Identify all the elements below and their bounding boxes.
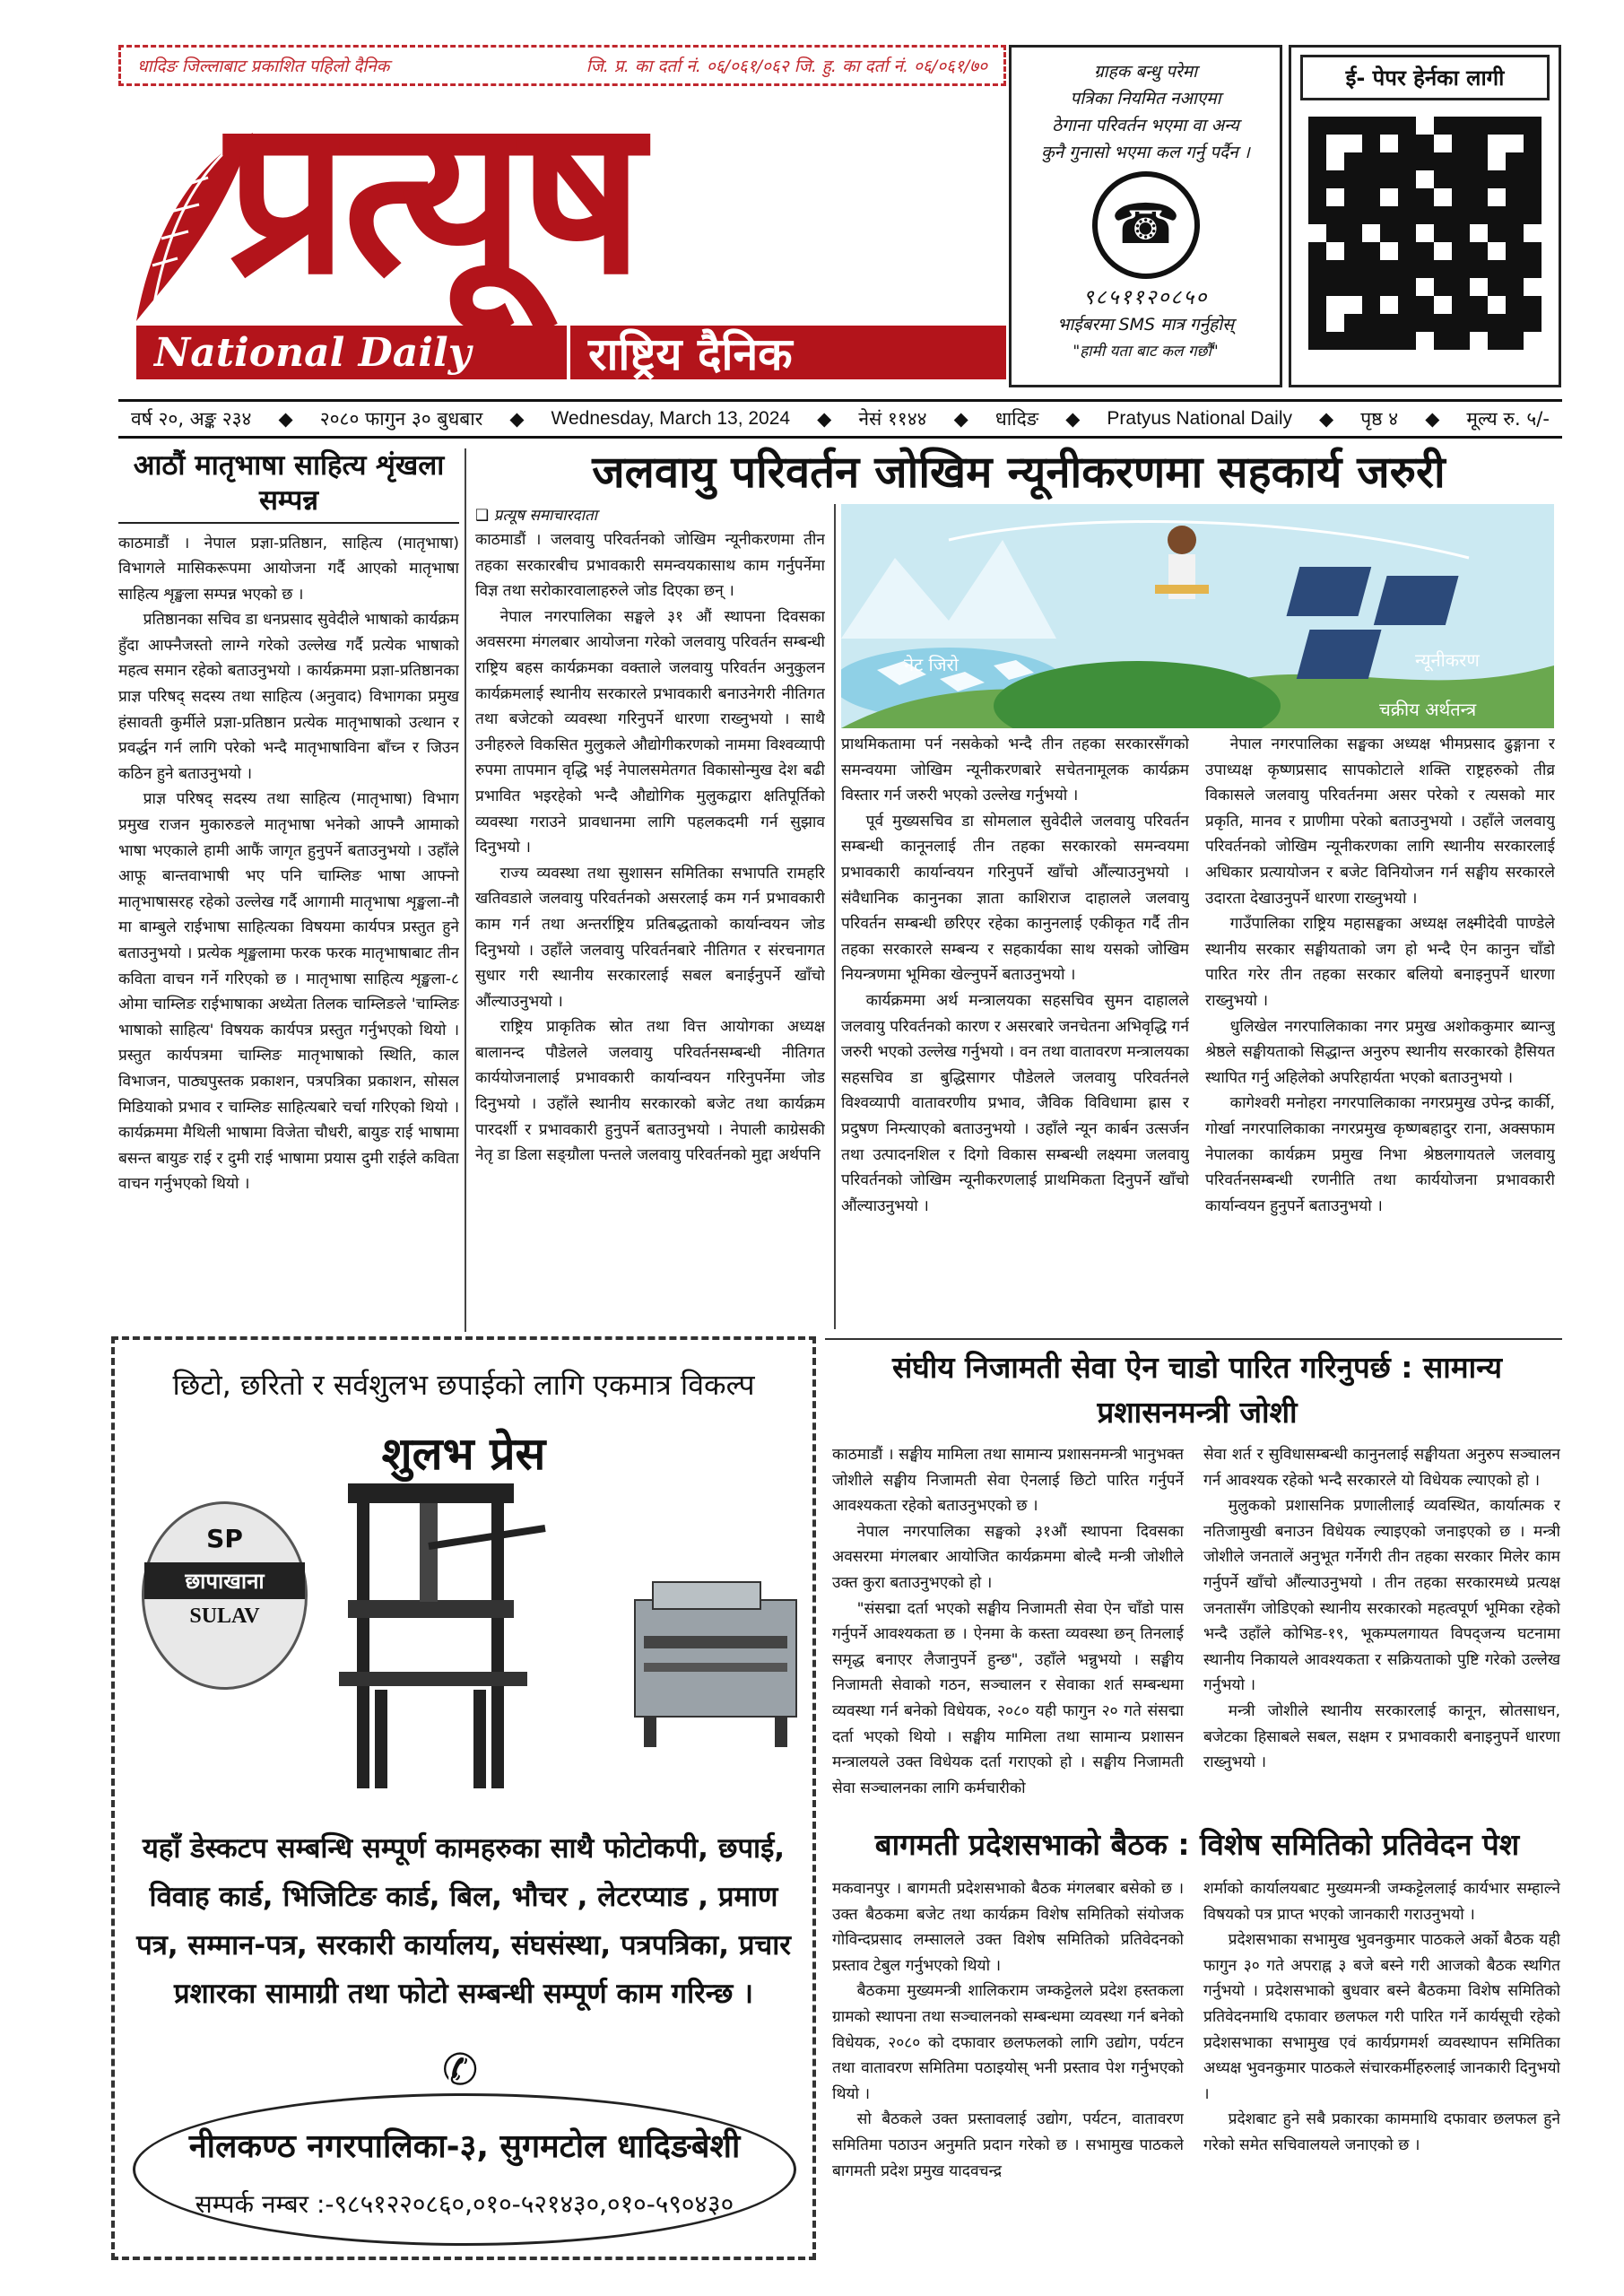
article-paragraph: काठमाडौं । सङ्घीय मामिला तथा सामान्य प्रशासनमन्त्री भानुभक्त जोशीले सङ्घीय निजामती सेवा ऐनलाई छिटो पारित गर्नुपर्ने आवश्यकता रहेको बताउनुभएको छ । (832, 1446, 1184, 1516)
qr-module (1434, 242, 1452, 260)
qr-module (1380, 296, 1398, 314)
ad-body: यहाँ डेस्कटप सम्बन्धि सम्पूर्ण कामहरुका साथै फोटोकपी, छपाई, विवाह कार्ड, भिजिटिङ कार्ड, बिल, भौचर , लेटरप्याड , प्रमाण पत्र, सम्मान-पत्र, सरकारी कार्यालय, संघसंस्था, पत्रपत्रिका, प्रचार प्रशारका सामाग्री तथा फोटो सम्बन्धी सम्पूर्ण काम गरिन्छ । (136, 1832, 791, 2010)
qr-module (1398, 170, 1416, 188)
article-title: जलवायु परिवर्तन जोखिम न्यूनीकरणमा सहकार्य जरुरी (592, 447, 1446, 498)
sulav-press-advertisement (111, 1336, 816, 2260)
article-paragraph: कार्यक्रममा अर्थ मन्त्रालयका सहसचिव सुमन दाहालले जलवायु परिवर्तनको कारण र असरबारे जनचेतना अभिवृद्धि गर्न जरुरी भएको उल्लेख गर्नुभयो । वन तथा वातावरण मन्त्रालयका सहसचिव डा बुद्धिसागर पौडेलले जलवायु परिवर्तनले विश्वव्यापी वातावरणीय प्रभाव, जैविक विविधामा ह्रास र प्रदुषण निम्त्याएको बताउनुभयो । उहाँले न्यून कार्बन उत्सर्जन तथा उत्पादनशिल र दिगो विकास सम्बन्धी लक्ष्यमा जलवायु परिवर्तनको जोखिम न्यूनीकरणलाई प्राथमिकता दिनुपर्ने खाँचो औंल्याउनुभयो । (841, 991, 1189, 1215)
qr-module (1434, 117, 1452, 135)
qr-module (1380, 206, 1398, 224)
subscriber-notice (1009, 45, 1282, 387)
qr-module (1524, 170, 1541, 188)
qr-module (1416, 260, 1434, 278)
column-divider (465, 448, 466, 1332)
article-paragraph: प्रदेशबाट हुने सबै प्रकारका काममाथि दफावार छलफल हुने गरेको समेत सचिवालयले जनाएको छ । (1203, 2110, 1560, 2154)
qr-module (1524, 278, 1541, 296)
qr-module (1308, 278, 1326, 296)
qr-module (1398, 278, 1416, 296)
qr-module (1380, 260, 1398, 278)
bullet-icon: ◆ (1065, 408, 1081, 430)
qr-module (1380, 188, 1398, 206)
qr-module (1380, 314, 1398, 332)
qr-module (1416, 224, 1434, 242)
phone-icon: ✆ (442, 2045, 479, 2095)
qr-module (1362, 135, 1380, 152)
qr-module (1326, 170, 1344, 188)
qr-module (1380, 135, 1398, 152)
qr-module (1434, 188, 1452, 206)
qr-module (1380, 152, 1398, 170)
qr-module (1470, 170, 1488, 188)
qr-module (1524, 260, 1541, 278)
article-paragraph: सो बैठकले उक्त प्रस्तावलाई उद्योग, पर्यटन, वातावरण समितिमा पठाउन अनुमति प्रदान गरेको छ । सभामुख पाठकले बागमती प्रदेश प्रमुख यादवचन्द्र (832, 2110, 1184, 2180)
article-paragraph: नेपाल नगरपालिका सङ्घले ३१ औं स्थापना दिवसका अवसरमा मंगलबार आयोजना गरेको जलवायु परिवर्तन सम्बन्धी राष्ट्रिय बहस कार्यक्रमका वक्ताले जलवायु परिवर्तन अनुकुलन कार्यक्रमलाई स्थानीय सरकारले प्रभावकारी बनाउनेगरी नीतिगत तथा बजेटको व्यवस्था गरिनुपर्ने धारणा राख्नुभयो । साथै उनीहरुले विकसित मुलुकले औद्योगीकरणको नाममा विश्वव्यापी रुपमा तापमान वृद्धि भई नेपालसमेतगत विकासोन्मुख देश बढी प्रभावित भइरहेको भन्दै औद्योगिक मुलुकद्वारा क्षतिपूर्तिको व्यवस्था गराउने प्रावधानमा लागि पहलकदमी गर्न सुझाव दिनुभयो । (475, 607, 825, 857)
article-column-2 (841, 732, 1189, 1328)
qr-module (1488, 188, 1506, 206)
article-paragraph: राज्य व्यवस्था तथा सुशासन समितिका सभापति रामहरि खतिवडाले जलवायु परिवर्तनको असरलाई कम गर्न प्रभावकारी काम गर्न तथा अन्तर्राष्ट्रिय प्रतिबद्धताको कार्यान्वयन जोड दिनुभयो । उहाँले जलवायु परिवर्तनबारे नीतिगत र संरचनागत सुधार गरी स्थानीय सरकारलाई सबल बनाईनुपर्ने खाँचो औंल्याउनुभयो । (475, 864, 825, 1011)
strip-right-text: जि. प्र. का दर्ता नं. ०६/०६१/०६२ जि. हु. का दर्ता नं. ०६/०६१/७० (586, 57, 987, 76)
qr-module (1326, 135, 1344, 152)
qr-module (1506, 314, 1524, 332)
qr-module (1470, 135, 1488, 152)
qr-module (1398, 296, 1416, 314)
qr-module (1488, 170, 1506, 188)
qr-module (1470, 296, 1488, 314)
qr-module (1362, 332, 1380, 350)
viber-phone-icon (1092, 171, 1200, 279)
qr-module (1344, 206, 1362, 224)
qr-module (1362, 296, 1380, 314)
qr-module (1362, 188, 1380, 206)
issue-date-nepali: २०८० फागुन ३० बुधबार (319, 408, 483, 430)
qr-module (1380, 332, 1398, 350)
image-label: नेट जिरो (904, 654, 959, 675)
article-body (118, 531, 459, 1197)
qr-module (1434, 135, 1452, 152)
qr-module (1380, 242, 1398, 260)
qr-module (1398, 117, 1416, 135)
bullet-icon: ◆ (953, 408, 968, 430)
ad-title: शुलभ प्रेस (381, 1428, 546, 1480)
qr-module (1488, 332, 1506, 350)
article-title: संघीय निजामती सेवा ऐन चाडो पारित गरिनुपर्छ : सामान्य प्रशासनमन्त्री जोशी (891, 1350, 1503, 1430)
qr-module (1470, 206, 1488, 224)
qr-module (1506, 278, 1524, 296)
article-paragraph: गाउँपालिका राष्ट्रिय महासङ्घका अध्यक्ष लक्ष्मीदेवी पाण्डेले स्थानीय सरकार सङ्घीयताको जग हो भन्दै ऐन कानुन चाँडो पारित गरेर तीन तहका सरकार बलियो बनाइनुपर्ने धारणा राख्नुभयो । (1205, 915, 1555, 1010)
qr-module (1434, 278, 1452, 296)
strip-left-text: धादिङ जिल्लाबाट प्रकाशित पहिलो दैनिक (137, 57, 390, 76)
qr-module (1488, 152, 1506, 170)
qr-module (1452, 117, 1470, 135)
qr-module (1326, 188, 1344, 206)
article-paragraph: प्राज्ञ परिषद् सदस्य तथा साहित्य (मातृभाषा) विभाग प्रमुख राजन मुकारुङले मातृभाषा भनेको आफ्नै आमाको भाषा भएकाले हामी आफैं जागृत हुनुपर्ने बताउनुभयो । उहाँले आफू बान्तवाभाषी भए पनि चाम्लिङ भाषा आफ्नो मातृभाषासरह रहेको उल्लेख गर्दै आगामी मातृभाषा शृङ्खला-नौ मा बाम्बुले राईभाषा साहित्यका विषयमा कार्यपत्र प्रस्तुत हुने बताउनुभयो । प्रत्येक शृङ्खलामा फरक फरक मातृभाषाबाट तीन कविता वाचन गर्ने गरिएको छ । मातृभाषा साहित्य शृङ्खला-८ ओमा चाम्लिङ राईभाषाका अध्येता तिलक चाम्लिङले 'चाम्लिङ भाषाको साहित्य' विषयक कार्यपत्र प्रस्तुत गर्नुभएको थियो । प्रस्तुत कार्यपत्रमा चाम्लिङ मातृभाषाको स्थिति, काल विभाजन, पाठ्यपुस्तक प्रकाशन, पत्रपत्रिका प्रकाशन, सोसल मिडियाको प्रभाव र चाम्लिङ साहित्यबारे चर्चा गरिएको थियो । कार्यक्रममा मैथिली भाषामा विजेता चौधरी, बायुङ राई भाषामा बसन्त बायुङ राई र दुमी राई भाषामा प्रयास दुमी राईले कविता वाचन गर्नुभएको थियो । (118, 790, 459, 1194)
qr-module (1308, 260, 1326, 278)
article-paragraph: मकवानपुर । बागमती प्रदेशसभाको बैठक मंगलबार बसेको छ । उक्त बैठकमा बजेट तथा कार्यक्रम विशेष समितिको संयोजक गोविन्दप्रसाद लम्सालले उक्त विशेष समितिको प्रतिवेदनको प्रस्ताव टेबुल गर्नुभएको थियो । (832, 1880, 1184, 1975)
qr-module (1326, 278, 1344, 296)
qr-module (1470, 224, 1488, 242)
article-column-3 (1205, 732, 1555, 1328)
qr-module (1434, 206, 1452, 224)
bullet-icon: ◆ (509, 408, 525, 430)
badge-english: SULAV (189, 1605, 260, 1628)
qr-module (1380, 117, 1398, 135)
qr-module (1344, 296, 1362, 314)
image-label: न्यूनीकरण (1415, 649, 1480, 671)
article-mother-tongue (118, 448, 459, 1332)
qr-module (1416, 278, 1434, 296)
article-paragraph: शर्माको कार्यालयबाट मुख्यमन्त्री जम्कट्टेललाई कार्यभार सम्हाल्ने विषयको पत्र प्राप्त भएको जानकारी गराउनुभयो । (1203, 1880, 1560, 1924)
article-paragraph: नेपाल नगरपालिका सङ्घका अध्यक्ष भीमप्रसाद ढुङ्गाना र उपाध्यक्ष कृष्णप्रसाद सापकोटाले शक्ति राष्ट्रहरुको तीव्र विकासले जलवायु परिवर्तनमा असर परेको र त्यसको मार प्रकृति, मानव र प्राणीमा परेको बताउनुभयो । उहाँले जलवायु परिवर्तनको जोखिम न्यूनीकरणका लागि स्थानीय सरकारलाई अधिकार प्रत्यायोजन र बजेट विनियोजन गर्न सङ्घीय सरकारले उदारता देखाउनुपर्ने धारणा राख्नुभयो । (1205, 735, 1555, 908)
checkbox-icon: ❑ (475, 507, 490, 525)
qr-module (1434, 332, 1452, 350)
qr-module (1524, 314, 1541, 332)
article-paragraph: राष्ट्रिय प्राकृतिक स्रोत तथा वित्त आयोगका अध्यक्ष बालानन्द पौडेलले जलवायु परिवर्तनसम्बन्धी नीतिगत कार्ययोजनालाई प्रभावकारी कार्यान्वयन गरिनुपर्नेमा जोड दिनुभयो । उहाँले स्थानीय सरकारको बजेट तथा कार्यक्रम पारदर्शी र प्रभावकारी हुनुपर्ने बताउनुभयो । नेपाली काग्रेसकी नेतृ डा डिला सङ्ग्रौला पन्तले जलवायु परिवर्तनको मुद्दा अर्थपनि (475, 1018, 825, 1165)
article-civil-service (832, 1345, 1562, 1821)
bullet-icon: ◆ (1319, 408, 1334, 430)
qr-module (1416, 332, 1434, 350)
qr-module (1506, 117, 1524, 135)
qr-module (1506, 242, 1524, 260)
qr-module (1308, 296, 1326, 314)
qr-module (1344, 152, 1362, 170)
logo-title: प्रत्यूष (226, 69, 639, 322)
article-paragraph: काठमाडौं । जलवायु परिवर्तनको जोखिम न्यूनीकरणमा तीन तहका सरकारबीच प्रभावकारी समन्वयकासाथ काम गर्नुपर्नेमा विज्ञ तथा सरोकारवालाहरुले जोड दिएका छन् । (475, 531, 825, 601)
qr-module (1524, 296, 1541, 314)
qr-module (1488, 224, 1506, 242)
qr-module (1452, 170, 1470, 188)
qr-module (1452, 152, 1470, 170)
qr-module (1344, 242, 1362, 260)
qr-module (1524, 224, 1541, 242)
qr-module (1344, 188, 1362, 206)
qr-module (1308, 117, 1326, 135)
qr-module (1380, 224, 1398, 242)
qr-module (1470, 332, 1488, 350)
qr-module (1326, 260, 1344, 278)
qr-module (1470, 278, 1488, 296)
qr-module (1344, 135, 1362, 152)
ad-address-ellipse (133, 2093, 796, 2246)
qr-module (1488, 260, 1506, 278)
qr-code-icon[interactable] (1308, 117, 1541, 350)
qr-module (1488, 206, 1506, 224)
qr-module (1452, 296, 1470, 314)
climate-illustration-art (841, 504, 1554, 728)
column-divider (834, 504, 836, 1329)
bullet-icon: ◆ (817, 408, 832, 430)
qr-module (1524, 117, 1541, 135)
article-column-2 (1203, 1442, 1560, 1819)
article-paragraph: बैठकमा मुख्यमन्त्री शालिकराम जम्कट्टेलले प्रदेश हस्तकला ग्रामको स्थापना तथा सञ्चालनको सम्बन्धमा व्यवस्था गर्न बनेको विधेयक, २०८० को दफावार छलफलको लागि उद्योग, पर्यटन तथा वातावरण समितिमा पठाइयोस् भनी प्रस्ताव पेश गर्नुभएको थियो । (832, 1982, 1184, 2103)
price: मूल्य रु. ५/- (1466, 408, 1550, 430)
image-label: चक्रीय अर्थतन्त्र (1379, 699, 1477, 720)
bullet-icon: ◆ (278, 408, 293, 430)
article-paragraph: प्रदेशसभाका सभामुख भुवनकुमार पाठकले अर्को बैठक यही फागुन ३० गते अपराह्न ३ बजे बस्ने गरी आजको बैठक स्थगित गर्नुभयो । प्रदेशसभाको बुधवार बस्ने बैठकमा विशेष समितिको प्रतिवेदनमाथि दफावार छलफल गरी पारित गर्ने कार्यसूची रहेको प्रदेशसभाका सभामुख एवं कार्यप्रगमर्श व्यवस्थापन समितिका अध्यक्ष भुवनकुमार पाठकले संचारकर्मीहरुलाई जानकारी दिनुभयो । (1203, 1931, 1560, 2103)
qr-module (1524, 135, 1541, 152)
epaper-qr-box (1289, 45, 1561, 387)
qr-module (1416, 188, 1434, 206)
article-paragraph: सेवा शर्त र सुविधासम्बन्धी कानुनलाई सङ्घीयता अनुरुप सञ्चालन गर्न आवश्यक रहेको भन्दै सरकारले यो विधेयक ल्याएको हो । (1203, 1446, 1560, 1490)
qr-module (1398, 314, 1416, 332)
article-paragraph: काठमाडौं । नेपाल प्रज्ञा-प्रतिष्ठान, साहित्य (मातृभाषा) विभागले मासिकरूपमा आयोजना गर्दै आएको मातृभाषा साहित्य शृङ्खला सम्पन्न भएको छ । (118, 534, 459, 604)
qr-module (1470, 242, 1488, 260)
qr-module (1452, 188, 1470, 206)
issue-info-bar (118, 399, 1562, 439)
qr-module (1416, 206, 1434, 224)
nepal-samvat: नेसं ११४४ (858, 408, 927, 430)
ad-address: नीलकण्ठ नगरपालिका-३, सुगमटोल धादिङबेशी (188, 2128, 741, 2165)
qr-module (1398, 152, 1416, 170)
qr-module (1344, 314, 1362, 332)
qr-module (1452, 242, 1470, 260)
qr-module (1380, 170, 1398, 188)
qr-module (1308, 314, 1326, 332)
article-column-1 (832, 1876, 1184, 2262)
qr-module (1452, 206, 1470, 224)
article-paragraph: प्रतिष्ठानका सचिव डा धनप्रसाद सुवेदीले भाषाको कार्यक्रम हुँदा आफ्नैजस्तो लाग्ने गरेको उल्लेख गर्दै प्रत्येक भाषाको महत्व समान रहेको बताउनुभयो । कार्यक्रममा प्रज्ञा-प्रतिष्ठानका प्राज्ञ परिषद् सदस्य तथा साहित्य (अनुवाद) विभागका प्रमुख हंसावती कुर्मीले प्रज्ञा-प्रतिष्ठान प्रत्येक मातृभाषाको उत्थान र प्रवर्द्धन गर्न लागि परेको भन्दै मातृभाषाविना बाँच्न र जिउन कठिन हुने बताउनुभयो । (118, 611, 459, 783)
qr-module (1506, 170, 1524, 188)
notice-phone-number[interactable]: ९८५११२०८५० (1082, 286, 1209, 309)
qr-module (1434, 224, 1452, 242)
qr-module (1326, 117, 1344, 135)
issue-volume: वर्ष २०, अङ्क २३४ (131, 408, 252, 430)
qr-module (1434, 152, 1452, 170)
logo-english: National Daily (154, 329, 472, 376)
qr-module (1488, 296, 1506, 314)
qr-module (1398, 188, 1416, 206)
qr-module (1398, 224, 1416, 242)
article-paragraph: मन्त्री जोशीले स्थानीय सरकारलाई कानून, स्रोतसाधन, बजेटका हिसाबले सबल, सक्षम र प्रभावकारी बनाइनुपर्ने धारणा राख्नुभयो । (1203, 1701, 1560, 1772)
ad-headline: छिटो, छरितो र सर्वशुलभ छपाईको लागि एकमात्र विकल्प (172, 1368, 755, 1402)
article-paragraph: नेपाल नगरपालिका सङ्घको ३१औं स्थापना दिवसका अवसरमा मंगलबार आयोजित कार्यक्रममा बोल्दै मन्त्री जोशीले उक्त कुरा बताउनुभएको हो । (832, 1522, 1184, 1592)
qr-module (1452, 278, 1470, 296)
qr-module (1470, 314, 1488, 332)
qr-module (1488, 117, 1506, 135)
paper-name-english: Pratyus National Daily (1107, 408, 1292, 429)
qr-module (1488, 135, 1506, 152)
qr-module (1506, 206, 1524, 224)
qr-module (1344, 260, 1362, 278)
qr-module (1470, 117, 1488, 135)
qr-module (1308, 224, 1326, 242)
article-title: बागमती प्रदेशसभाको बैठक : विशेष समितिको प्रतिवेदन पेश (874, 1827, 1520, 1862)
qr-module (1452, 135, 1470, 152)
qr-module (1362, 260, 1380, 278)
qr-module (1506, 224, 1524, 242)
qr-module (1308, 170, 1326, 188)
logo-nepali: राष्ट्रिय दैनिक (567, 322, 793, 383)
qr-module (1470, 260, 1488, 278)
qr-module (1398, 242, 1416, 260)
newspaper-logo (118, 69, 1006, 384)
qr-module (1434, 260, 1452, 278)
article-climate (472, 445, 1566, 1333)
article-column-1 (475, 527, 825, 1326)
notice-quote: "हामी यता बाट कल गर्छौं" (1073, 343, 1219, 361)
qr-module (1344, 117, 1362, 135)
qr-module (1344, 332, 1362, 350)
bullet-icon: ◆ (1425, 408, 1440, 430)
notice-line: पत्रिका नियमित नआएमा (1070, 89, 1221, 109)
qr-title: ई- पेपर हेर्नका लागी (1300, 55, 1550, 100)
logo-bar (136, 326, 1006, 379)
qr-module (1308, 135, 1326, 152)
qr-module (1434, 314, 1452, 332)
qr-module (1416, 242, 1434, 260)
qr-module (1452, 260, 1470, 278)
qr-module (1308, 188, 1326, 206)
qr-module (1308, 332, 1326, 350)
qr-module (1398, 260, 1416, 278)
notice-line: ग्राहक बन्धु परेमा (1093, 62, 1198, 82)
qr-module (1326, 314, 1344, 332)
issue-place: धादिङ (994, 408, 1039, 430)
qr-module (1524, 152, 1541, 170)
issue-date-english: Wednesday, March 13, 2024 (551, 408, 791, 429)
qr-module (1398, 135, 1416, 152)
qr-module (1434, 170, 1452, 188)
qr-module (1416, 170, 1434, 188)
qr-module (1452, 314, 1470, 332)
page-number: पृष्ठ ४ (1360, 408, 1399, 430)
qr-module (1488, 242, 1506, 260)
qr-module (1308, 242, 1326, 260)
offset-printer-icon (626, 1564, 805, 1752)
qr-module (1524, 332, 1541, 350)
article-paragraph: "संसद्मा दर्ता भएको सङ्घीय निजामती सेवा ऐन चाँडो पास गर्नुपर्ने आवश्यकता छ । ऐनमा के कस्ता व्यवस्था छन् तिनलाई समृद्ध बनाएर लैजानुपर्ने हुन्छ", उहाँले भन्नुभयो । सङ्घीय निजामती सेवाको गठन, सञ्चालन र सेवाका शर्त सम्बन्धमा व्यवस्था गर्न बनेको विधेयक, २०८० यही फागुन २० गते संसद्मा दर्ता भएको थियो । सङ्घीय मामिला तथा सामान्य प्रशासन मन्त्रालयले उक्त विधेयक दर्ता गराएको हो । सङ्घीय निजामती सेवा सञ्चालनका लागि कर्मचारीको (832, 1599, 1184, 1797)
qr-module (1344, 278, 1362, 296)
qr-module (1506, 260, 1524, 278)
qr-module (1326, 224, 1344, 242)
qr-module (1362, 314, 1380, 332)
qr-module (1416, 135, 1434, 152)
qr-module (1524, 188, 1541, 206)
qr-module (1434, 296, 1452, 314)
article-column-2 (1203, 1876, 1560, 2262)
qr-module (1362, 152, 1380, 170)
qr-module (1326, 206, 1344, 224)
qr-module (1524, 206, 1541, 224)
qr-module (1416, 314, 1434, 332)
qr-module (1398, 206, 1416, 224)
qr-module (1362, 170, 1380, 188)
qr-module (1362, 224, 1380, 242)
qr-module (1506, 332, 1524, 350)
qr-module (1326, 152, 1344, 170)
ad-contact-numbers[interactable]: सम्पर्क नम्बर :-९८५१२२०८६०,०१०-५२१४३०,०१०-५९०४३० (195, 2189, 734, 2219)
notice-line: कुनै गुनासो भएमा कल गर्नु पर्दैन । (1041, 143, 1250, 162)
byline-text: प्रत्यूष समाचारदाता (493, 507, 598, 525)
qr-module (1488, 314, 1506, 332)
notice-sms: भाईबरमा SMS मात्र गर्नुहोस् (1056, 315, 1234, 335)
qr-module (1470, 152, 1488, 170)
qr-module (1362, 242, 1380, 260)
qr-module (1416, 117, 1434, 135)
qr-module (1326, 332, 1344, 350)
badge-nepali: छापाखाना (144, 1562, 305, 1599)
qr-module (1326, 242, 1344, 260)
qr-module (1470, 188, 1488, 206)
qr-module (1488, 278, 1506, 296)
qr-module (1416, 296, 1434, 314)
qr-module (1452, 224, 1470, 242)
article-column-1 (832, 1442, 1184, 1819)
sulav-badge (142, 1501, 308, 1690)
qr-module (1398, 332, 1416, 350)
climate-illustration (841, 504, 1554, 728)
qr-module (1506, 135, 1524, 152)
article-paragraph: मुलुकको प्रशासनिक प्रणालीलाई व्यवस्थित, कार्यात्मक र नतिजामुखी बनाउन विधेयक ल्याइएको जनाइएको छ । मन्त्री जोशीले जनतालें अनुभूत गर्नेगरी तीन तहका सरकार मिलेर काम गर्नुपर्ने खाँचो औंल्याउनुभयो । तीन तहका सरकारमध्ये प्रत्यक्ष जनतासँग जोडिएको स्थानीय सरकारको महत्वपूर्ण भूमिका रहेको भन्दै उहाँले कोभिड-१९, भूकम्पलगायत विपद्जन्य घटनामा स्थानीय निकायले आवश्यकता र सक्रियताको पुष्टि गरेको उल्लेख गर्नुभयो । (1203, 1497, 1560, 1695)
qr-module (1326, 296, 1344, 314)
qr-module (1452, 332, 1470, 350)
hand-press-machine-icon (321, 1465, 554, 1806)
qr-module (1362, 278, 1380, 296)
qr-module (1416, 152, 1434, 170)
qr-module (1506, 296, 1524, 314)
badge-initials: SP (206, 1524, 243, 1553)
qr-module (1362, 206, 1380, 224)
qr-module (1344, 170, 1362, 188)
qr-module (1506, 152, 1524, 170)
article-paragraph: पूर्व मुख्यसचिव डा सोमलाल सुवेदीले जलवायु परिवर्तन सम्बन्धी कानूनलाई तीन तहका सरकारको समन्वयमा प्रभावकारी कार्यान्वयन गरिनुपर्ने खाँचो औंल्याउनुभयो । संवैधानिक कानुनका ज्ञाता काशिराज दाहालले जलवायु परिवर्तन सम्बन्धी छरिएर रहेका कानुनलाई एकीकृत गर्दै तीन तहका सरकारले सम्बन्य र सहकार्यका साथ यसको जोखिम नियन्त्रणमा भूमिका खेल्नुपर्ने बताउनुभयो । (841, 812, 1189, 985)
qr-module (1524, 242, 1541, 260)
qr-module (1362, 117, 1380, 135)
article-title: आठौं मातृभाषा साहित्य शृंखला सम्पन्न (118, 448, 459, 524)
qr-module (1506, 188, 1524, 206)
article-byline (475, 504, 597, 525)
qr-module (1344, 224, 1362, 242)
qr-module (1308, 152, 1326, 170)
article-paragraph: धुलिखेल नगरपालिकाका नगर प्रमुख अशोककुमार ब्यान्जु श्रेष्ठले सङ्घीयताको सिद्धान्त अनुरुप स्थानीय सरकारको हैसियत स्थापित गर्नु अहिलेको अपरिहार्यता भएको बताउनुभयो । (1205, 1017, 1555, 1087)
qr-module (1308, 206, 1326, 224)
article-bagmati (832, 1826, 1562, 2266)
horizontal-rule (825, 1338, 1562, 1340)
article-paragraph: कागेश्वरी मनोहरा नगरपालिकाका नगरप्रमुख उपेन्द्र कार्की, गोर्खा नगरपालिकाका नगरप्रमुख कृष्णबहादुर राना, अक्सफाम नेपालका कार्यक्रम प्रमुख निभा श्रेष्ठलगायतले जलवायु परिवर्तनसम्बन्धी रणनीति तथा कार्ययोजना प्रभावकारी कार्यान्वयन हुनुपर्ने बताउनुभयो । (1205, 1094, 1555, 1215)
notice-line: ठेगाना परिवर्तन भएमा वा अन्य (1052, 116, 1239, 135)
article-paragraph: प्राथमिकतामा पर्न नसकेको भन्दै तीन तहका सरकारसँगको समन्वयमा जोखिम न्यूनीकरणबारे सचेतनामूलक कार्यक्रम विस्तार गर्न जरुरी भएको उल्लेख गर्नुभयो । (841, 735, 1189, 805)
qr-module (1380, 278, 1398, 296)
